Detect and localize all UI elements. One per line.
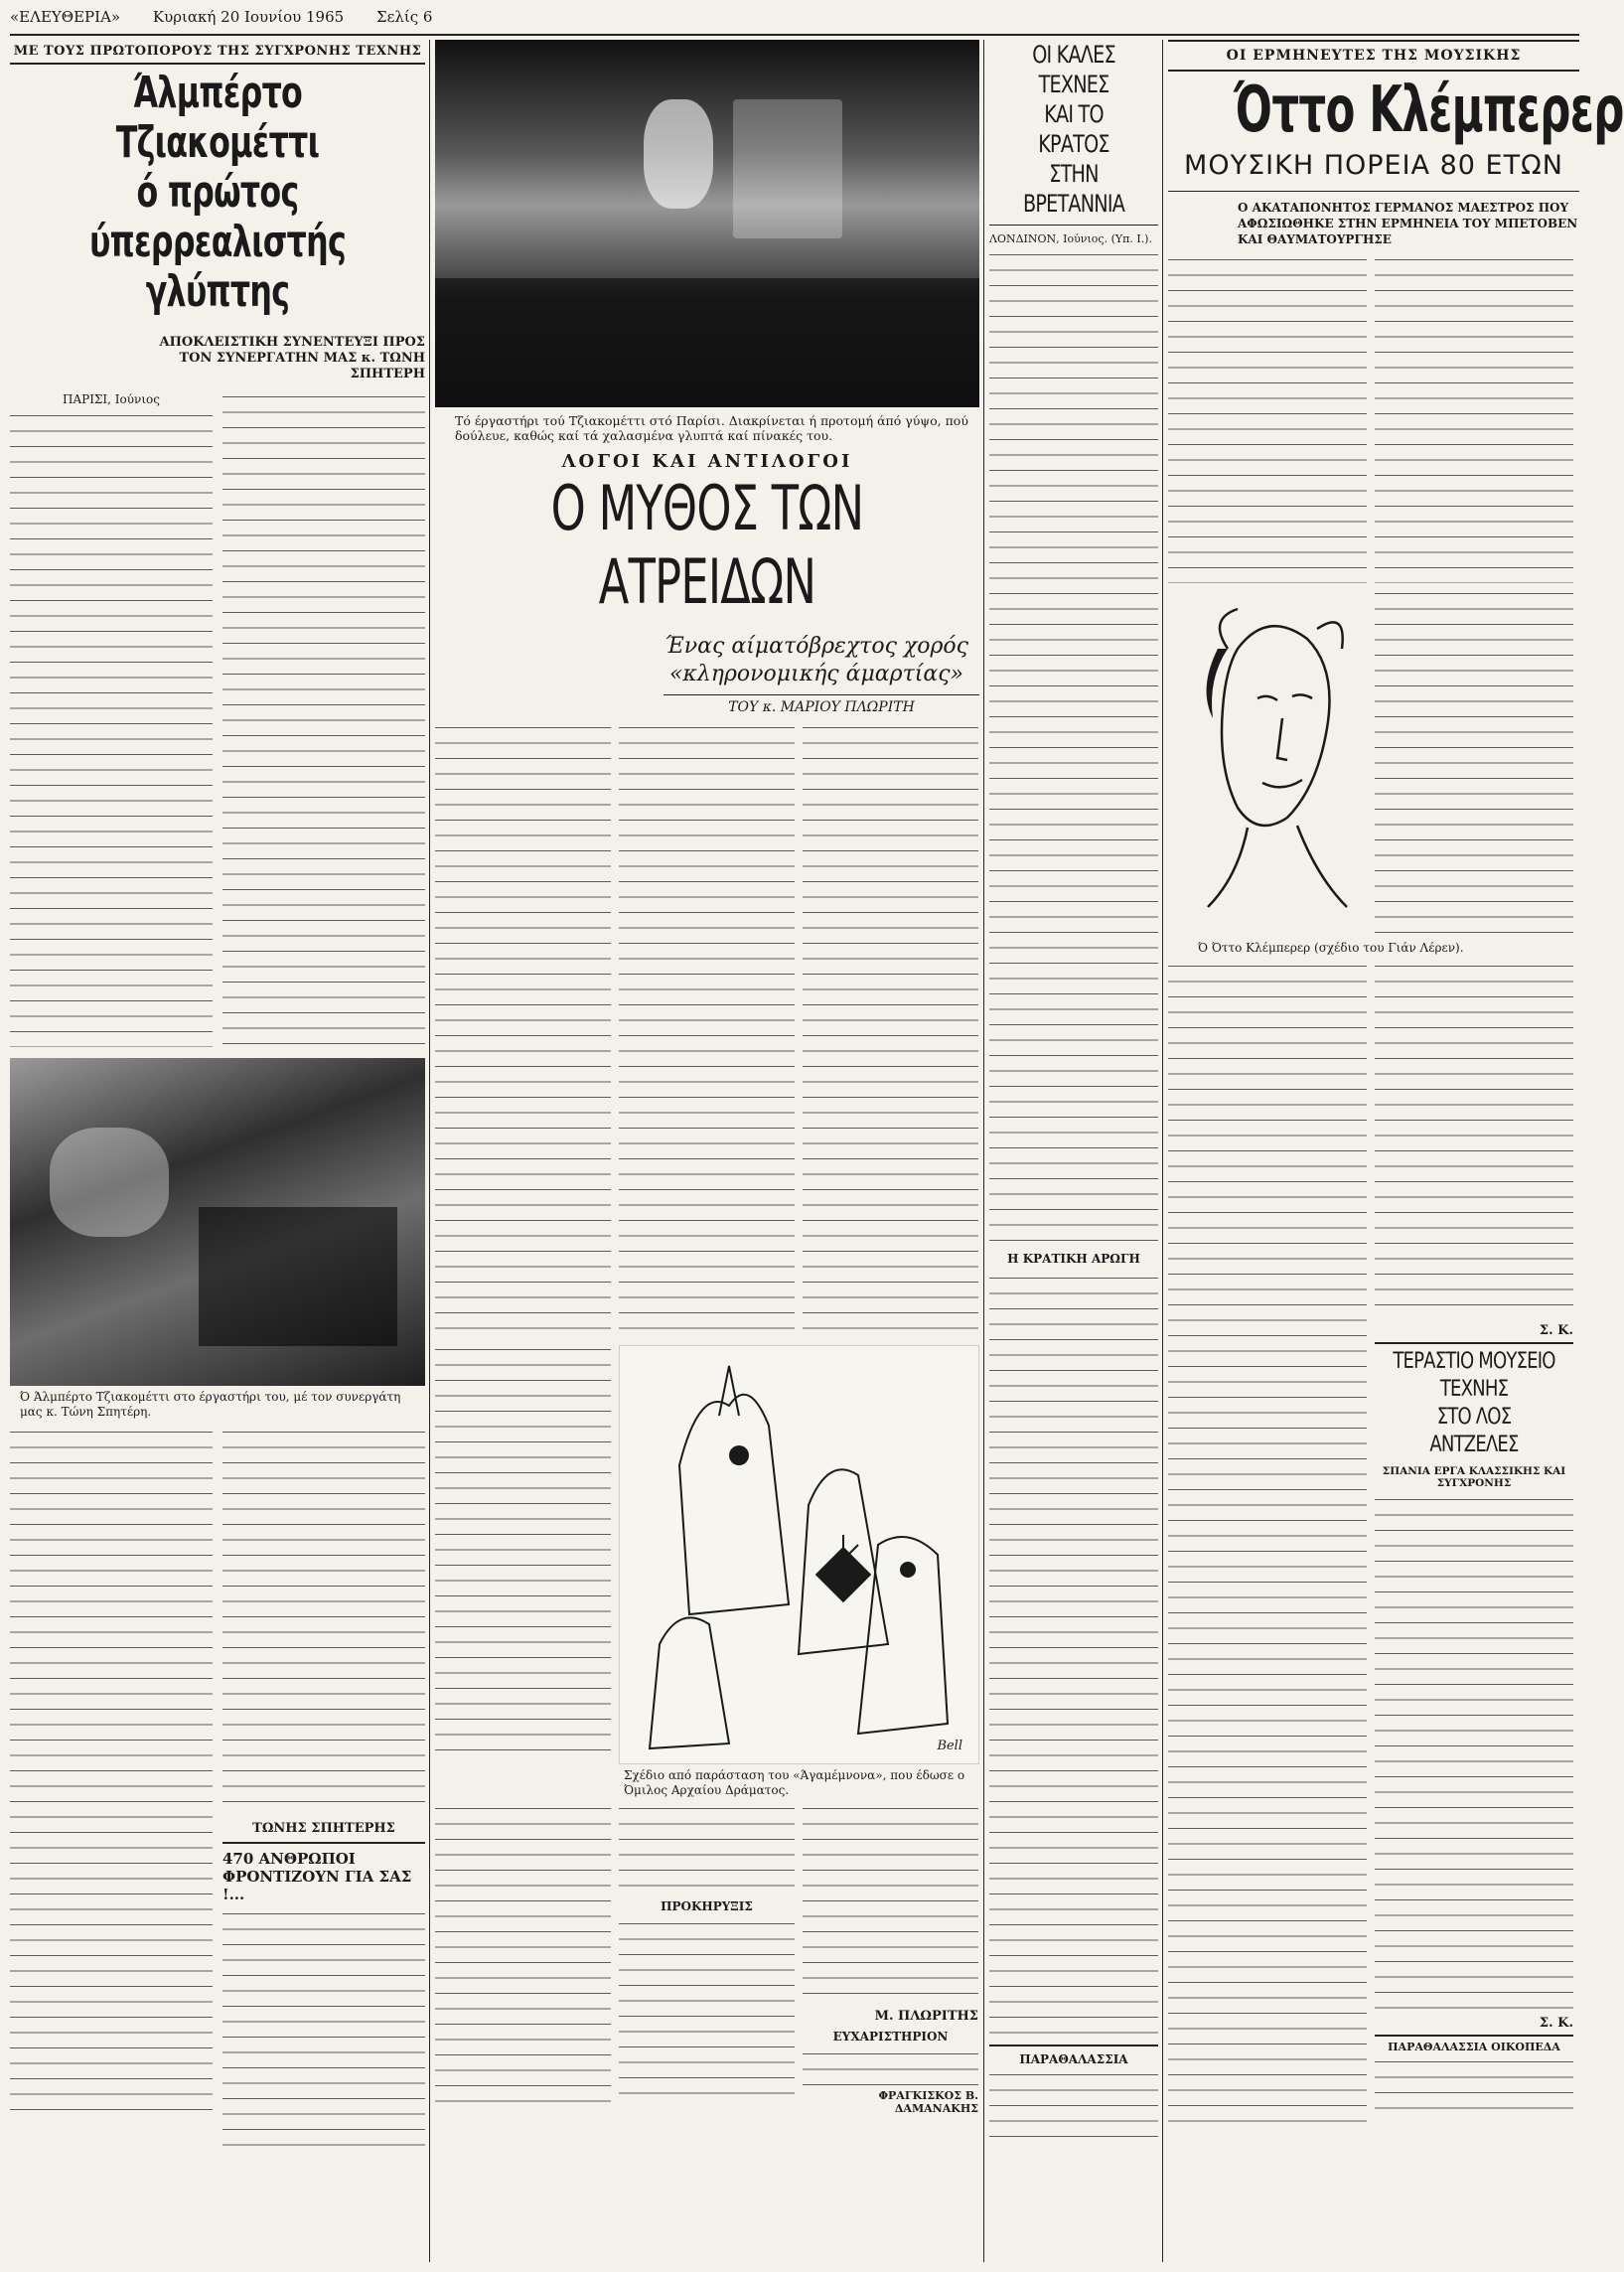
body-text-block <box>435 723 611 1339</box>
masthead-rule <box>10 34 1579 36</box>
body-text-block <box>1168 962 1367 2134</box>
notice-heading: ΠΑΡΑΘΑΛΑΣΣΙΑ <box>1019 2052 1128 2066</box>
masthead <box>10 8 1579 36</box>
portrait-caption: Ό Όττο Κλέμπερερ (σχέδιο του Γιάν Λέρεν). <box>1198 941 1464 955</box>
article-deck: Ο ΑΚΑΤΑΠΟΝΗΤΟΣ ΓΕΡΜΑΝΟΣ ΜΑΕΣΤΡΟΣ ΠΟΥ ΑΦΩΣΙΩΘΗΚΕ ΣΤΗΝ ΕΡΜΗΝΕΙΑ ΤΟΥ ΜΠΕΤΟΒΕΝ ΚΑΙ ΘΑΥΜΑΤΟΥΡΓΗΣΕ <box>1238 201 1578 246</box>
body-text-block <box>222 1428 425 1815</box>
body-text-block <box>803 723 978 1339</box>
article-title-line3: ΣΤΗΝ ΒΡΕΤΑΝΝΙΑ <box>1022 160 1125 218</box>
body-text-block <box>1375 1495 1573 2012</box>
article-title-line2: ΚΑΙ ΤΟ ΚΡΑΤΟΣ <box>1038 100 1109 158</box>
drawing-figures-icon <box>620 1346 977 1761</box>
article-kicker: ΟΙ ΕΡΜΗΝΕΥΤΕΣ ΤΗΣ ΜΟΥΣΙΚΗΣ <box>1168 40 1579 72</box>
body-text-block <box>1375 255 1573 583</box>
museum-title-line1: ΤΕΡΑΣΤΙΟ ΜΟΥΣΕΙΟ <box>1393 1349 1555 1374</box>
section-kicker: ΛΟΓΟΙ ΚΑΙ ΑΝΤΙΛΟΓΟΙ <box>561 451 853 472</box>
body-text-block <box>222 392 425 1048</box>
column-divider <box>983 40 984 2262</box>
illustration-agamemnon <box>619 1345 979 1764</box>
article-arts-britain <box>989 40 1158 2262</box>
body-text-block <box>10 411 213 1047</box>
article-signature: ΤΩΝΗΣ ΣΠΗΤΕΡΗΣ <box>252 1821 395 1836</box>
proclamation-heading: ΠΡΟΚΗΡΥΞΙΣ <box>661 1899 753 1913</box>
portrait-sketch-icon <box>1168 589 1367 927</box>
thanks-heading: ΕΥΧΑΡΙΣΤΗΡΙΟΝ <box>832 2030 949 2044</box>
article-title-line1: ΟΙ ΚΑΛΕΣ ΤΕΧΝΕΣ <box>1032 41 1115 98</box>
body-text-block <box>435 1345 611 1762</box>
drawing-caption: Σχέδιο από παράσταση του «Άγαμέμνονα», που έδωσε ο Όμιλος Αρχαίου Δράματος. <box>624 1768 965 1797</box>
body-text-block <box>989 1274 1158 2039</box>
body-text-block <box>803 1804 978 2003</box>
museum-signature: Σ. Κ. <box>1539 2016 1573 2031</box>
issue-date: Κυριακή 20 Ιουνίου 1965 <box>152 8 345 26</box>
article-subhead: Η ΚΡΑΤΙΚΗ ΑΡΩΓΗ <box>1007 1252 1140 1266</box>
photo-caption: Τό έργαστήρι τού Τζιακομέττι στό Παρίσι. Διακρίνεται ή προτομή άπό γύψο, πού δούλευε, καθώς καί τά χαλασμένα γλυπτά καί πίνακές του. <box>455 413 968 443</box>
article-subtitle-line2: «κληρονομικής άμαρτίας» <box>668 662 964 686</box>
article-title-line2: ό πρώτος <box>136 167 299 218</box>
body-text-block <box>989 250 1158 1244</box>
dateline: ΛΟΝΔΙΝΟΝ, Ιούνιος. (Υπ. Ι.). <box>989 232 1152 245</box>
article-kicker: ΜΕ ΤΟΥΣ ΠΡΩΤΟΠΟΡΟΥΣ ΤΗΣ ΣΥΓΧΡΟΝΗΣ ΤΕΧΝΗΣ <box>13 44 422 59</box>
museum-title-line3: ΣΤΟ ΛΟΣ ΑΝΤΖΕΛΕΣ <box>1429 1405 1519 1457</box>
proclamation-text <box>619 1919 795 2108</box>
body-text-block <box>1375 962 1573 1319</box>
article-title-line3: ύπερρεαλιστής γλύπτης <box>88 217 347 317</box>
article-title: Όττο Κλέμπερερ <box>1234 74 1624 147</box>
museum-deck: ΣΠΑΝΙΑ ΕΡΓΑ ΚΛΑΣΣΙΚΗΣ ΚΑΙ ΣΥΓΧΡΟΝΗΣ <box>1382 1465 1566 1489</box>
notice-text <box>989 2070 1158 2150</box>
body-text-block <box>10 1428 213 2113</box>
drawing-signature: Bell <box>937 1739 962 1753</box>
article-subtitle-line1: Ένας αίματόβρεχτος χορός <box>664 634 968 659</box>
article-subhead: ΑΠΟΚΛΕΙΣΤΙΚΗ ΣΥΝΕΝΤΕΥΞΙ ΠΡΟΣ ΤΟΝ ΣΥΝΕΡΓΑΤΗΝ ΜΑΣ κ. ΤΩΝΗ ΣΠΗΤΕΡΗ <box>159 335 425 381</box>
photo-studio-paris <box>435 40 979 407</box>
dateline: ΠΑΡΙΣΙ, Ιούνιος <box>62 392 160 406</box>
body-text-block <box>1168 255 1367 583</box>
page-number: Σελίς 6 <box>375 8 433 26</box>
body-text-block <box>619 723 795 1339</box>
body-text-block <box>1375 589 1573 937</box>
body-text-block <box>619 1804 795 1893</box>
notice-heading: ΠΑΡΑΘΑΛΑΣΣΙΑ ΟΙΚΟΠΕΔΑ <box>1388 2041 1560 2053</box>
article-byline: ΤΟΥ κ. ΜΑΡΙΟΥ ΠΛΩΡΙΤΗ <box>728 699 915 715</box>
body-text-block <box>435 1804 611 2102</box>
thanks-signature: ΦΡΑΓΚΙΣΚΟΣ Β. ΔΑΜΑΝΑΚΗΣ <box>878 2089 978 2115</box>
article-title-line1: Άλμπέρτο Τζιακομέττι <box>115 68 320 168</box>
paper-name: «ΕΛΕΥΘΕΡΙΑ» <box>10 8 121 26</box>
article-title: Ο ΜΥΘΟΣ ΤΩΝ ΑΤΡΕΙΔΩΝ <box>550 472 864 618</box>
article-atreides <box>435 40 979 2262</box>
column-divider <box>1162 40 1163 2262</box>
museum-title-line2: ΤΕΧΝΗΣ <box>1439 1377 1509 1402</box>
side-headline: 470 ΑΝΘΡΩΠΟΙ ΦΡΟΝΤΙΖΟΥΝ ΓΙΑ ΣΑΣ !... <box>222 1850 412 1903</box>
article-subtitle: ΜΟΥΣΙΚΗ ΠΟΡΕΙΑ 80 ΕΤΩΝ <box>1184 150 1563 181</box>
article-signature: Σ. Κ. <box>1539 1323 1573 1338</box>
article-signature: Μ. ΠΛΩΡΙΤΗΣ <box>874 2009 978 2024</box>
photo-caption: Ό Άλμπέρτο Τζιακομέττι στο έργαστήρι του, μέ τον συνεργάτη μας κ. Τώνη Σπητέρη. <box>20 1390 401 1419</box>
photo-giacometti-studio <box>10 1058 425 1386</box>
thanks-text <box>803 2049 978 2089</box>
column-divider <box>429 40 430 2262</box>
body-text-block <box>222 1909 425 2148</box>
portrait-klemperer <box>1168 589 1367 937</box>
article-giacometti <box>10 40 425 2262</box>
notice-text <box>1375 2057 1573 2117</box>
article-klemperer <box>1168 40 1624 2262</box>
